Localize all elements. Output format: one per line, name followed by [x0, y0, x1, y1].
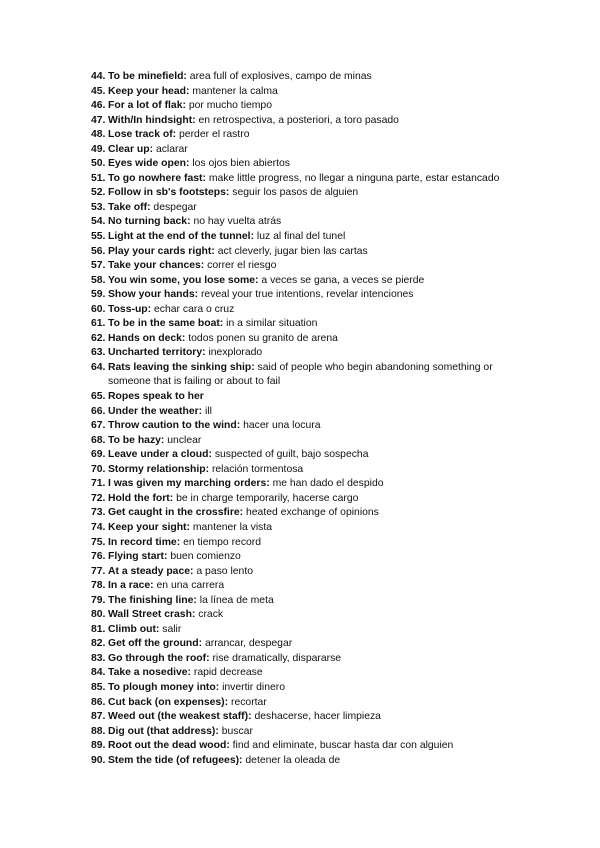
- idiom-term: Climb out:: [108, 623, 160, 635]
- idiom-definition: en retrospectiva, a posteriori, a toro pasado: [198, 114, 399, 126]
- list-item: [91, 666, 511, 681]
- item-number: 65.: [91, 391, 106, 403]
- idiom-definition: los ojos bien abiertos: [192, 158, 290, 170]
- item-number: 56.: [91, 245, 106, 257]
- item-number: 64.: [91, 361, 106, 373]
- item-number: 48.: [91, 129, 106, 141]
- list-item: [91, 637, 511, 652]
- item-number: 76.: [91, 551, 106, 563]
- idiom-term: Get caught in the crossfire:: [108, 507, 244, 519]
- idiom-term: Ropes speak to her: [108, 391, 204, 403]
- list-item: [91, 317, 511, 332]
- item-number: 87.: [91, 711, 106, 723]
- idiom-definition: recortar: [231, 696, 267, 708]
- list-item: [91, 70, 511, 85]
- item-number: 54.: [91, 216, 106, 228]
- item-number: 55.: [91, 231, 106, 243]
- item-number: 86.: [91, 696, 106, 708]
- list-item: [91, 259, 511, 274]
- item-number: 71.: [91, 478, 106, 490]
- idiom-definition: la línea de meta: [199, 594, 274, 606]
- idiom-definition: hacer una locura: [243, 420, 321, 432]
- list-item: [91, 754, 511, 769]
- idiom-term: Keep your sight:: [108, 521, 190, 533]
- idiom-definition: echar cara o cruz: [154, 303, 235, 315]
- list-item: [91, 477, 511, 492]
- idiom-definition: find and eliminate, buscar hasta dar con alguien: [232, 740, 454, 752]
- item-number: 85.: [91, 681, 106, 693]
- idiom-term: Wall Street crash:: [108, 609, 196, 621]
- idiom-definition: suspected of guilt, bajo sospecha: [214, 449, 369, 461]
- item-number: 62.: [91, 332, 106, 344]
- idiom-definition: en una carrera: [156, 580, 225, 592]
- item-number: 51.: [91, 172, 106, 184]
- idiom-term: No turning back:: [108, 216, 191, 228]
- idiom-term: In record time:: [108, 536, 181, 548]
- idiom-definition: a paso lento: [196, 565, 253, 577]
- list-item: [91, 245, 511, 260]
- list-item: [91, 128, 511, 143]
- list-item: [91, 652, 511, 667]
- idiom-term: Cut back (on expenses):: [108, 696, 229, 708]
- item-number: 67.: [91, 420, 106, 432]
- item-number: 49.: [91, 143, 106, 155]
- idiom-term: Get off the ground:: [108, 638, 203, 650]
- list-item: [91, 143, 511, 158]
- item-number: 89.: [91, 740, 106, 752]
- idiom-definition: invertir dinero: [222, 681, 286, 693]
- item-number: 88.: [91, 725, 106, 737]
- idiom-term: With/In hindsight:: [108, 114, 196, 126]
- list-item: [91, 288, 511, 303]
- list-item: [91, 114, 511, 129]
- item-number: 66.: [91, 405, 106, 417]
- idiom-term: Dig out (that address):: [108, 725, 219, 737]
- list-item: [91, 536, 511, 551]
- list-item: [91, 492, 511, 507]
- idiom-definition: inexplorado: [208, 347, 263, 359]
- item-number: 72.: [91, 492, 106, 504]
- list-item: [91, 390, 511, 405]
- idiom-term: Show your hands:: [108, 289, 199, 301]
- idiom-definition: in a similar situation: [226, 318, 318, 330]
- item-number: 47.: [91, 114, 106, 126]
- item-number: 78.: [91, 580, 106, 592]
- idiom-definition: act cleverly, jugar bien las cartas: [217, 245, 368, 257]
- item-number: 77.: [91, 565, 106, 577]
- item-number: 90.: [91, 754, 106, 766]
- list-item: [91, 172, 511, 187]
- list-item: [91, 550, 511, 565]
- item-number: 74.: [91, 521, 106, 533]
- idiom-definition: mantener la calma: [192, 85, 278, 97]
- idiom-term: Go through the roof:: [108, 652, 210, 664]
- item-number: 61.: [91, 318, 106, 330]
- list-item: [91, 230, 511, 245]
- item-number: 80.: [91, 609, 106, 621]
- idiom-definition: mantener la vista: [192, 521, 272, 533]
- item-number: 60.: [91, 303, 106, 315]
- item-number: 52.: [91, 187, 106, 199]
- idiom-term: Hold the fort:: [108, 492, 174, 504]
- list-item: [91, 361, 511, 390]
- list-item: [91, 739, 511, 754]
- idiom-definition: deshacerse, hacer limpieza: [254, 711, 381, 723]
- item-number: 75.: [91, 536, 106, 548]
- item-number: 68.: [91, 434, 106, 446]
- idiom-definition: no hay vuelta atrás: [193, 216, 282, 228]
- idiom-definition: reveal your true intentions, revelar intenciones: [200, 289, 414, 301]
- idiom-term: Under the weather:: [108, 405, 203, 417]
- idiom-definition: be in charge temporarily, hacerse cargo: [176, 492, 359, 504]
- idiom-definition: en tiempo record: [183, 536, 262, 548]
- item-number: 81.: [91, 623, 106, 635]
- list-item: [91, 448, 511, 463]
- idiom-definition: correr el riesgo: [207, 260, 277, 272]
- idiom-definition: heated exchange of opinions: [246, 507, 379, 519]
- idiom-definition: make little progress, no llegar a ninguna parte, estar estancado: [208, 172, 500, 184]
- idiom-definition: relación tormentosa: [211, 463, 304, 475]
- idiom-term: Follow in sb's footsteps:: [108, 187, 230, 199]
- idiom-term: Flying start:: [108, 551, 168, 563]
- list-item: [91, 99, 511, 114]
- idiom-term: Stormy relationship:: [108, 463, 210, 475]
- item-number: 58.: [91, 274, 106, 286]
- item-number: 82.: [91, 638, 106, 650]
- idiom-definition: buscar: [221, 725, 253, 737]
- item-number: 73.: [91, 507, 106, 519]
- list-item: [91, 405, 511, 420]
- idiom-definition: todos ponen su granito de arena: [188, 332, 338, 344]
- list-item: [91, 608, 511, 623]
- idiom-definition: aclarar: [155, 143, 188, 155]
- idiom-term: Light at the end of the tunnel:: [108, 231, 255, 243]
- item-number: 53.: [91, 201, 106, 213]
- list-item: [91, 274, 511, 289]
- idiom-term: The finishing line:: [108, 594, 197, 606]
- idiom-term: For a lot of flak:: [108, 100, 186, 112]
- list-item: [91, 346, 511, 361]
- idiom-definition: crack: [198, 609, 224, 621]
- list-item: [91, 565, 511, 580]
- list-item: [91, 710, 511, 725]
- idiom-term: Eyes wide open:: [108, 158, 190, 170]
- idiom-list: [91, 70, 511, 768]
- list-item: [91, 303, 511, 318]
- list-item: [91, 681, 511, 696]
- idiom-term: Uncharted territory:: [108, 347, 206, 359]
- list-item: [91, 506, 511, 521]
- list-item: [91, 463, 511, 478]
- idiom-term: To be hazy:: [108, 434, 165, 446]
- item-number: 70.: [91, 463, 106, 475]
- idiom-definition: perder el rastro: [179, 129, 250, 141]
- idiom-definition: me han dado el despido: [272, 478, 384, 490]
- idiom-term: In a race:: [108, 580, 154, 592]
- idiom-term: Take off:: [108, 201, 151, 213]
- idiom-definition: a veces se gana, a veces se pierde: [261, 274, 425, 286]
- item-number: 59.: [91, 289, 106, 301]
- list-item: [91, 434, 511, 449]
- idiom-term: Take your chances:: [108, 260, 205, 272]
- idiom-term: At a steady pace:: [108, 565, 194, 577]
- idiom-definition: luz al final del tunel: [256, 231, 346, 243]
- item-number: 79.: [91, 594, 106, 606]
- item-number: 69.: [91, 449, 106, 461]
- idiom-term: To go nowhere fast:: [108, 172, 206, 184]
- item-number: 57.: [91, 260, 106, 272]
- idiom-term: Play your cards right:: [108, 245, 215, 257]
- idiom-definition: area full of explosives, campo de minas: [189, 71, 372, 82]
- list-item: [91, 157, 511, 172]
- idiom-definition: detener la oleada de: [245, 754, 341, 766]
- idiom-term: To plough money into:: [108, 681, 220, 693]
- idiom-term: You win some, you lose some:: [108, 274, 259, 286]
- idiom-definition: por mucho tiempo: [188, 100, 272, 112]
- idiom-term: Stem the tide (of refugees):: [108, 754, 243, 766]
- idiom-term: Clear up:: [108, 143, 154, 155]
- item-number: 63.: [91, 347, 106, 359]
- idiom-term: Take a nosedive:: [108, 667, 191, 679]
- idiom-definition: said of people who begin abandoning something or someone that is failing or about to fail: [108, 361, 493, 388]
- list-item: [91, 594, 511, 609]
- list-item: [91, 725, 511, 740]
- idiom-term: Toss-up:: [108, 303, 152, 315]
- idiom-definition: rise dramatically, dispararse: [212, 652, 342, 664]
- list-item: [91, 521, 511, 536]
- idiom-term: Root out the dead wood:: [108, 740, 230, 752]
- item-number: 50.: [91, 158, 106, 170]
- idiom-term: To be minefield:: [108, 71, 187, 82]
- idiom-term: I was given my marching orders:: [108, 478, 270, 490]
- idiom-definition: rapid decrease: [193, 667, 263, 679]
- item-number: 45.: [91, 85, 106, 97]
- idiom-term: To be in the same boat:: [108, 318, 224, 330]
- list-item: [91, 332, 511, 347]
- idiom-term: Hands on deck:: [108, 332, 186, 344]
- idiom-term: Keep your head:: [108, 85, 190, 97]
- list-item: [91, 696, 511, 711]
- item-number: 83.: [91, 652, 106, 664]
- item-number: 84.: [91, 667, 106, 679]
- list-item: [91, 201, 511, 216]
- idiom-term: Leave under a cloud:: [108, 449, 212, 461]
- idiom-definition: salir: [162, 623, 182, 635]
- idiom-definition: despegar: [153, 201, 197, 213]
- idiom-definition: ill: [205, 405, 212, 417]
- list-item: [91, 579, 511, 594]
- idiom-definition: buen comienzo: [170, 551, 241, 563]
- idiom-definition: seguir los pasos de alguien: [232, 187, 359, 199]
- idiom-term: Throw caution to the wind:: [108, 420, 241, 432]
- idiom-term: Lose track of:: [108, 129, 177, 141]
- list-item: [91, 215, 511, 230]
- list-item: [91, 85, 511, 100]
- idiom-definition: unclear: [167, 434, 202, 446]
- idiom-term: Rats leaving the sinking ship:: [108, 361, 255, 373]
- list-item: [91, 419, 511, 434]
- idiom-definition: arrancar, despegar: [204, 638, 293, 650]
- list-item: [91, 186, 511, 201]
- item-number: 46.: [91, 100, 106, 112]
- item-number: 44.: [91, 71, 106, 82]
- idiom-term: Weed out (the weakest staff):: [108, 711, 252, 723]
- list-item: [91, 623, 511, 638]
